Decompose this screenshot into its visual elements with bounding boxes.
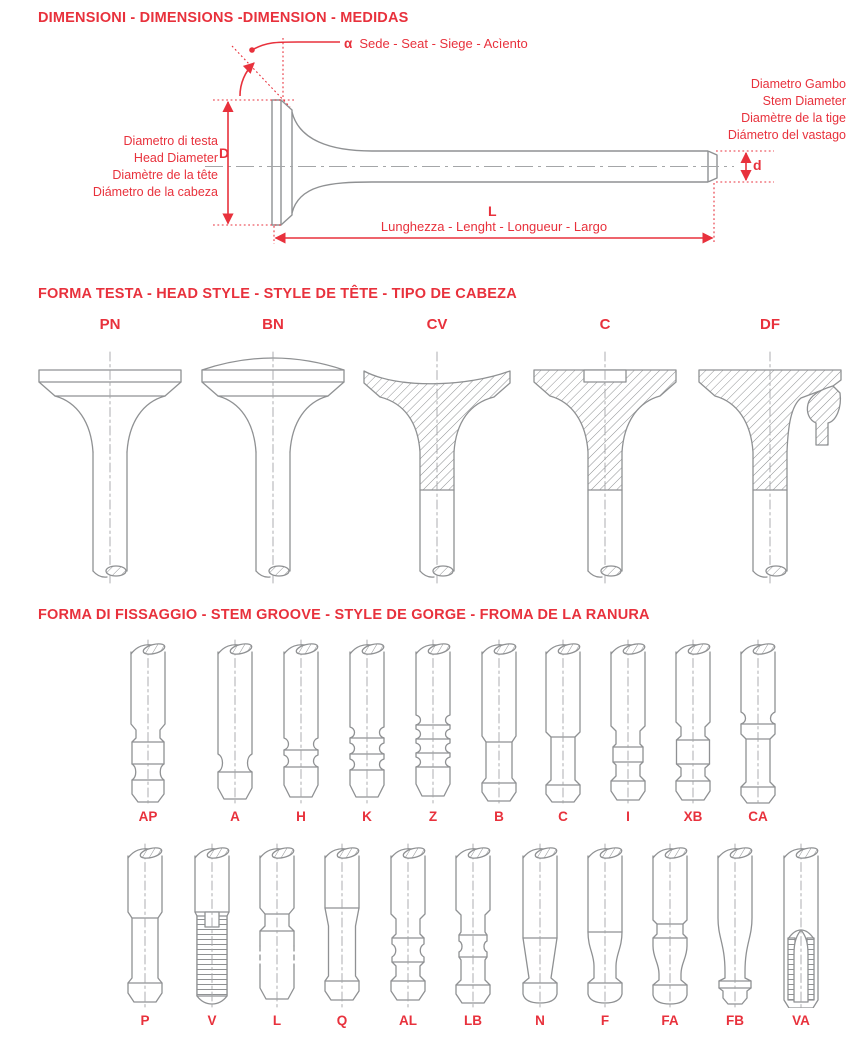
stem-groove-a (202, 638, 268, 824)
stem-groove-drawing (637, 842, 703, 1008)
head-diameter-symbol: D (219, 145, 230, 161)
stem-groove-label: LB (464, 1013, 482, 1028)
stem-groove-ap (115, 638, 181, 824)
stem-groove-drawing (595, 638, 661, 804)
stem-groove-drawing (530, 638, 596, 804)
stem-groove-ca (725, 638, 791, 824)
stem-groove-label: L (272, 1013, 282, 1028)
head-style-label: DF (760, 316, 780, 333)
stem-groove-label: P (140, 1013, 150, 1028)
stem-diameter-symbol: d (753, 157, 762, 173)
stem-groove-drawing (179, 842, 245, 1008)
stem-groove-p (112, 842, 178, 1028)
head-style-label: PN (99, 316, 121, 333)
stem-groove-label: B (494, 809, 504, 824)
stem-groove-lb (440, 842, 506, 1028)
head-style-pn (25, 316, 195, 592)
head-style-df (685, 316, 855, 592)
head-style-bn (188, 316, 358, 592)
stem-groove-drawing (334, 638, 400, 804)
stem-groove-q (309, 842, 375, 1028)
stem-diameter-label: Diametro Gambo Stem Diameter Diamètre de la tige Diámetro del vastago (727, 77, 846, 142)
alpha-symbol: α (344, 36, 353, 51)
stem-groove-z (400, 638, 466, 824)
head-style-drawing-df (685, 340, 855, 592)
stem-groove-h (268, 638, 334, 824)
stem-groove-drawing (375, 842, 441, 1008)
stem-groove-drawing (725, 638, 791, 804)
stem-groove-i (595, 638, 661, 824)
stem-groove-drawing (507, 842, 573, 1008)
stem-groove-v (179, 842, 245, 1028)
stem-groove-drawing (268, 638, 334, 804)
stem-groove-label: H (296, 809, 306, 824)
length-label: Lunghezza - Lenght - Longueur - Largo (380, 219, 608, 234)
stem-groove-label: I (626, 809, 630, 824)
stem-groove-c (530, 638, 596, 824)
stem-groove-n (507, 842, 573, 1028)
head-style-drawing-bn (188, 340, 358, 592)
head-style-label: CV (426, 316, 448, 333)
stem-groove-label: V (207, 1013, 217, 1028)
stem-groove-label: CA (748, 809, 768, 824)
stem-groove-drawing (400, 638, 466, 804)
stem-groove-drawing (768, 842, 834, 1008)
angle-arc (240, 63, 254, 96)
stem-groove-drawing (202, 638, 268, 804)
head-style-label: BN (262, 316, 284, 333)
stem-groove-drawing (115, 638, 181, 804)
head-style-drawing-c (520, 340, 690, 592)
seat-angle-label (344, 36, 528, 51)
stem-groove-l (244, 842, 310, 1028)
stem-groove-label: FA (661, 1013, 679, 1028)
head-diameter-label: Diametro di testa Head Diameter Diamètre de la tête Diámetro de la cabeza (92, 134, 218, 199)
stem-groove-label: AP (138, 809, 158, 824)
stem-groove-label: AL (399, 1013, 417, 1028)
stem-groove-drawing (660, 638, 726, 804)
stem-groove-va (768, 842, 834, 1028)
stem-groove-drawing (572, 842, 638, 1008)
stem-groove-label: FB (726, 1013, 744, 1028)
stem-groove-fb (702, 842, 768, 1028)
stem-groove-label: A (230, 809, 240, 824)
stem-groove-xb (660, 638, 726, 824)
length-symbol: L (488, 203, 497, 219)
seat-angle-text: Sede - Seat - Siege - Acìento (359, 36, 528, 51)
stem-groove-label: XB (683, 809, 703, 824)
stem-groove-label: Z (428, 809, 438, 824)
stem-groove-label: C (558, 809, 568, 824)
stem-groove-drawing (440, 842, 506, 1008)
stem-groove-section-title: FORMA DI FISSAGGIO - STEM GROOVE - STYLE DE GORGE - FROMA DE LA RANURA (38, 607, 650, 623)
seat-leader-line (252, 42, 340, 50)
stem-groove-label: Q (336, 1013, 348, 1028)
head-style-label: C (599, 316, 611, 333)
head-style-section-title: FORMA TESTA - HEAD STYLE - STYLE DE TÊTE - TIPO DE CABEZA (38, 286, 517, 302)
stem-groove-al (375, 842, 441, 1028)
stem-groove-drawing (309, 842, 375, 1008)
stem-groove-label: K (362, 809, 372, 824)
head-style-c (520, 316, 690, 592)
stem-groove-drawing (466, 638, 532, 804)
head-style-drawing-cv (352, 340, 522, 592)
stem-groove-k (334, 638, 400, 824)
stem-groove-fa (637, 842, 703, 1028)
head-style-cv (352, 316, 522, 592)
head-style-drawing-pn (25, 340, 195, 592)
stem-groove-b (466, 638, 532, 824)
stem-groove-drawing (112, 842, 178, 1008)
stem-groove-f (572, 842, 638, 1028)
stem-groove-label: VA (792, 1013, 810, 1028)
stem-groove-label: N (535, 1013, 545, 1028)
stem-groove-drawing (244, 842, 310, 1008)
stem-groove-drawing (702, 842, 768, 1008)
stem-groove-label: F (600, 1013, 610, 1028)
dimensions-section-title: DIMENSIONI - DIMENSIONS -DIMENSION - MEDIDAS (38, 10, 409, 26)
